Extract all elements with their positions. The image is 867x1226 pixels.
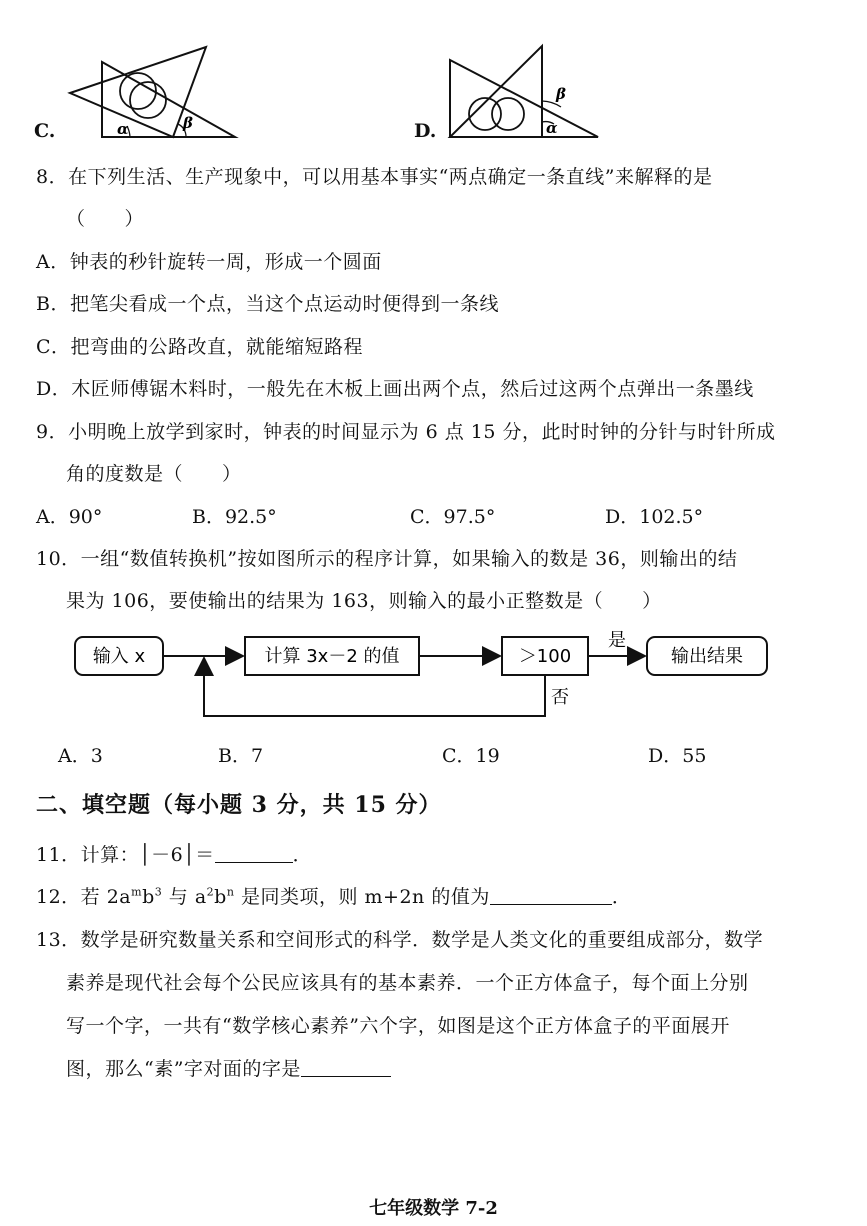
- q10-option-d: D．55: [648, 745, 707, 767]
- beta-label: β: [556, 85, 566, 103]
- q10-stem2: 果为 106，要使输出的结果为 163，则输入的最小正整数是（ ）: [66, 590, 662, 612]
- q12-sup-m: m: [131, 885, 143, 899]
- figure-d-label: D.: [414, 120, 437, 142]
- q12: [36, 882, 631, 909]
- q11: [36, 840, 312, 867]
- page-footer: 七年级数学 7-2: [369, 1198, 498, 1219]
- flow-compute-text: 计算 3x－2 的值: [264, 646, 400, 667]
- alpha-label: α: [117, 120, 129, 138]
- q9-option-d: D．102.5°: [605, 506, 704, 528]
- q10-stem: 10．一组“数值转换机”按如图所示的程序计算，如果输入的数是 36，则输出的结: [36, 548, 738, 570]
- q12-prefix: 12．若 2a: [36, 886, 132, 908]
- q13-answer-blank[interactable]: [301, 1058, 391, 1077]
- q12-mid2: 与 a: [162, 886, 207, 908]
- q12-answer-blank[interactable]: [490, 886, 612, 905]
- figure-d: [440, 44, 605, 144]
- q13-line-4: [66, 1054, 391, 1081]
- q8-option-a: A．钟表的秒针旋转一周，形成一个圆面: [36, 251, 382, 273]
- beta-label: β: [183, 114, 193, 132]
- q9-stem2: 角的度数是（ ）: [66, 463, 242, 485]
- flow-yes-label: 是: [608, 630, 626, 651]
- section-2-title: 二、填空题（每小题 3 分，共 15 分）: [36, 792, 442, 818]
- flow-no-label: 否: [551, 687, 569, 708]
- q12-mid4: 是同类项，则 m+2n 的值为: [234, 886, 490, 908]
- q8-option-d: D．木匠师傅锯木料时，一般先在木板上画出两个点，然后过这两个点弹出一条墨线: [36, 378, 754, 400]
- q8-stem: 8．在下列生活、生产现象中，可以用基本事实“两点确定一条直线”来解释的是: [36, 166, 713, 188]
- q12-suffix: ．: [611, 886, 632, 908]
- q9-stem: 9．小明晚上放学到家时，钟表的时间显示为 6 点 15 分，此时时钟的分针与时针所成: [36, 421, 776, 443]
- flow-input-text: 输入 x: [92, 646, 146, 667]
- q10-option-b: B．7: [218, 745, 264, 767]
- q12-sup-2: 2: [206, 885, 215, 899]
- q11-prefix: 11．计算：│－6│＝: [36, 844, 215, 866]
- flowchart: [0, 620, 867, 730]
- figure-c-label: C.: [34, 120, 56, 142]
- q11-suffix: ．: [292, 844, 313, 866]
- q13-line-1: 13．数学是研究数量关系和空间形式的科学．数学是人类文化的重要组成部分，数学: [36, 929, 764, 951]
- q10-option-c: C．19: [442, 745, 500, 767]
- figure-c: [60, 40, 250, 145]
- q9-option-c: C．97.5°: [410, 506, 496, 528]
- q12-sup-n: n: [226, 885, 235, 899]
- q9-option-b: B．92.5°: [192, 506, 277, 528]
- q8-option-b: B．把笔尖看成一个点，当这个点运动时便得到一条线: [36, 293, 499, 315]
- q12-sup-3: 3: [154, 885, 163, 899]
- q8-paren: （ ）: [66, 208, 145, 230]
- alpha-label: α: [546, 119, 558, 137]
- flow-compare-text: ＞100: [518, 646, 572, 667]
- q8-option-c: C．把弯曲的公路改直，就能缩短路程: [36, 336, 364, 358]
- q12-b2: b: [214, 886, 227, 908]
- q13-line-2: 素养是现代社会每个公民应该具有的基本素养．一个正方体盒子，每个面上分别: [66, 972, 749, 994]
- q12-b: b: [142, 886, 155, 908]
- q10-option-a: A．3: [58, 745, 103, 767]
- q13-line-3: 写一个字，一共有“数学核心素养”六个字，如图是这个正方体盒子的平面展开: [66, 1015, 730, 1037]
- q13-last-text: 图，那么“素”字对面的字是: [66, 1058, 301, 1080]
- q9-option-a: A．90°: [36, 506, 103, 528]
- flow-output-text: 输出结果: [671, 646, 743, 667]
- q11-answer-blank[interactable]: [215, 844, 293, 863]
